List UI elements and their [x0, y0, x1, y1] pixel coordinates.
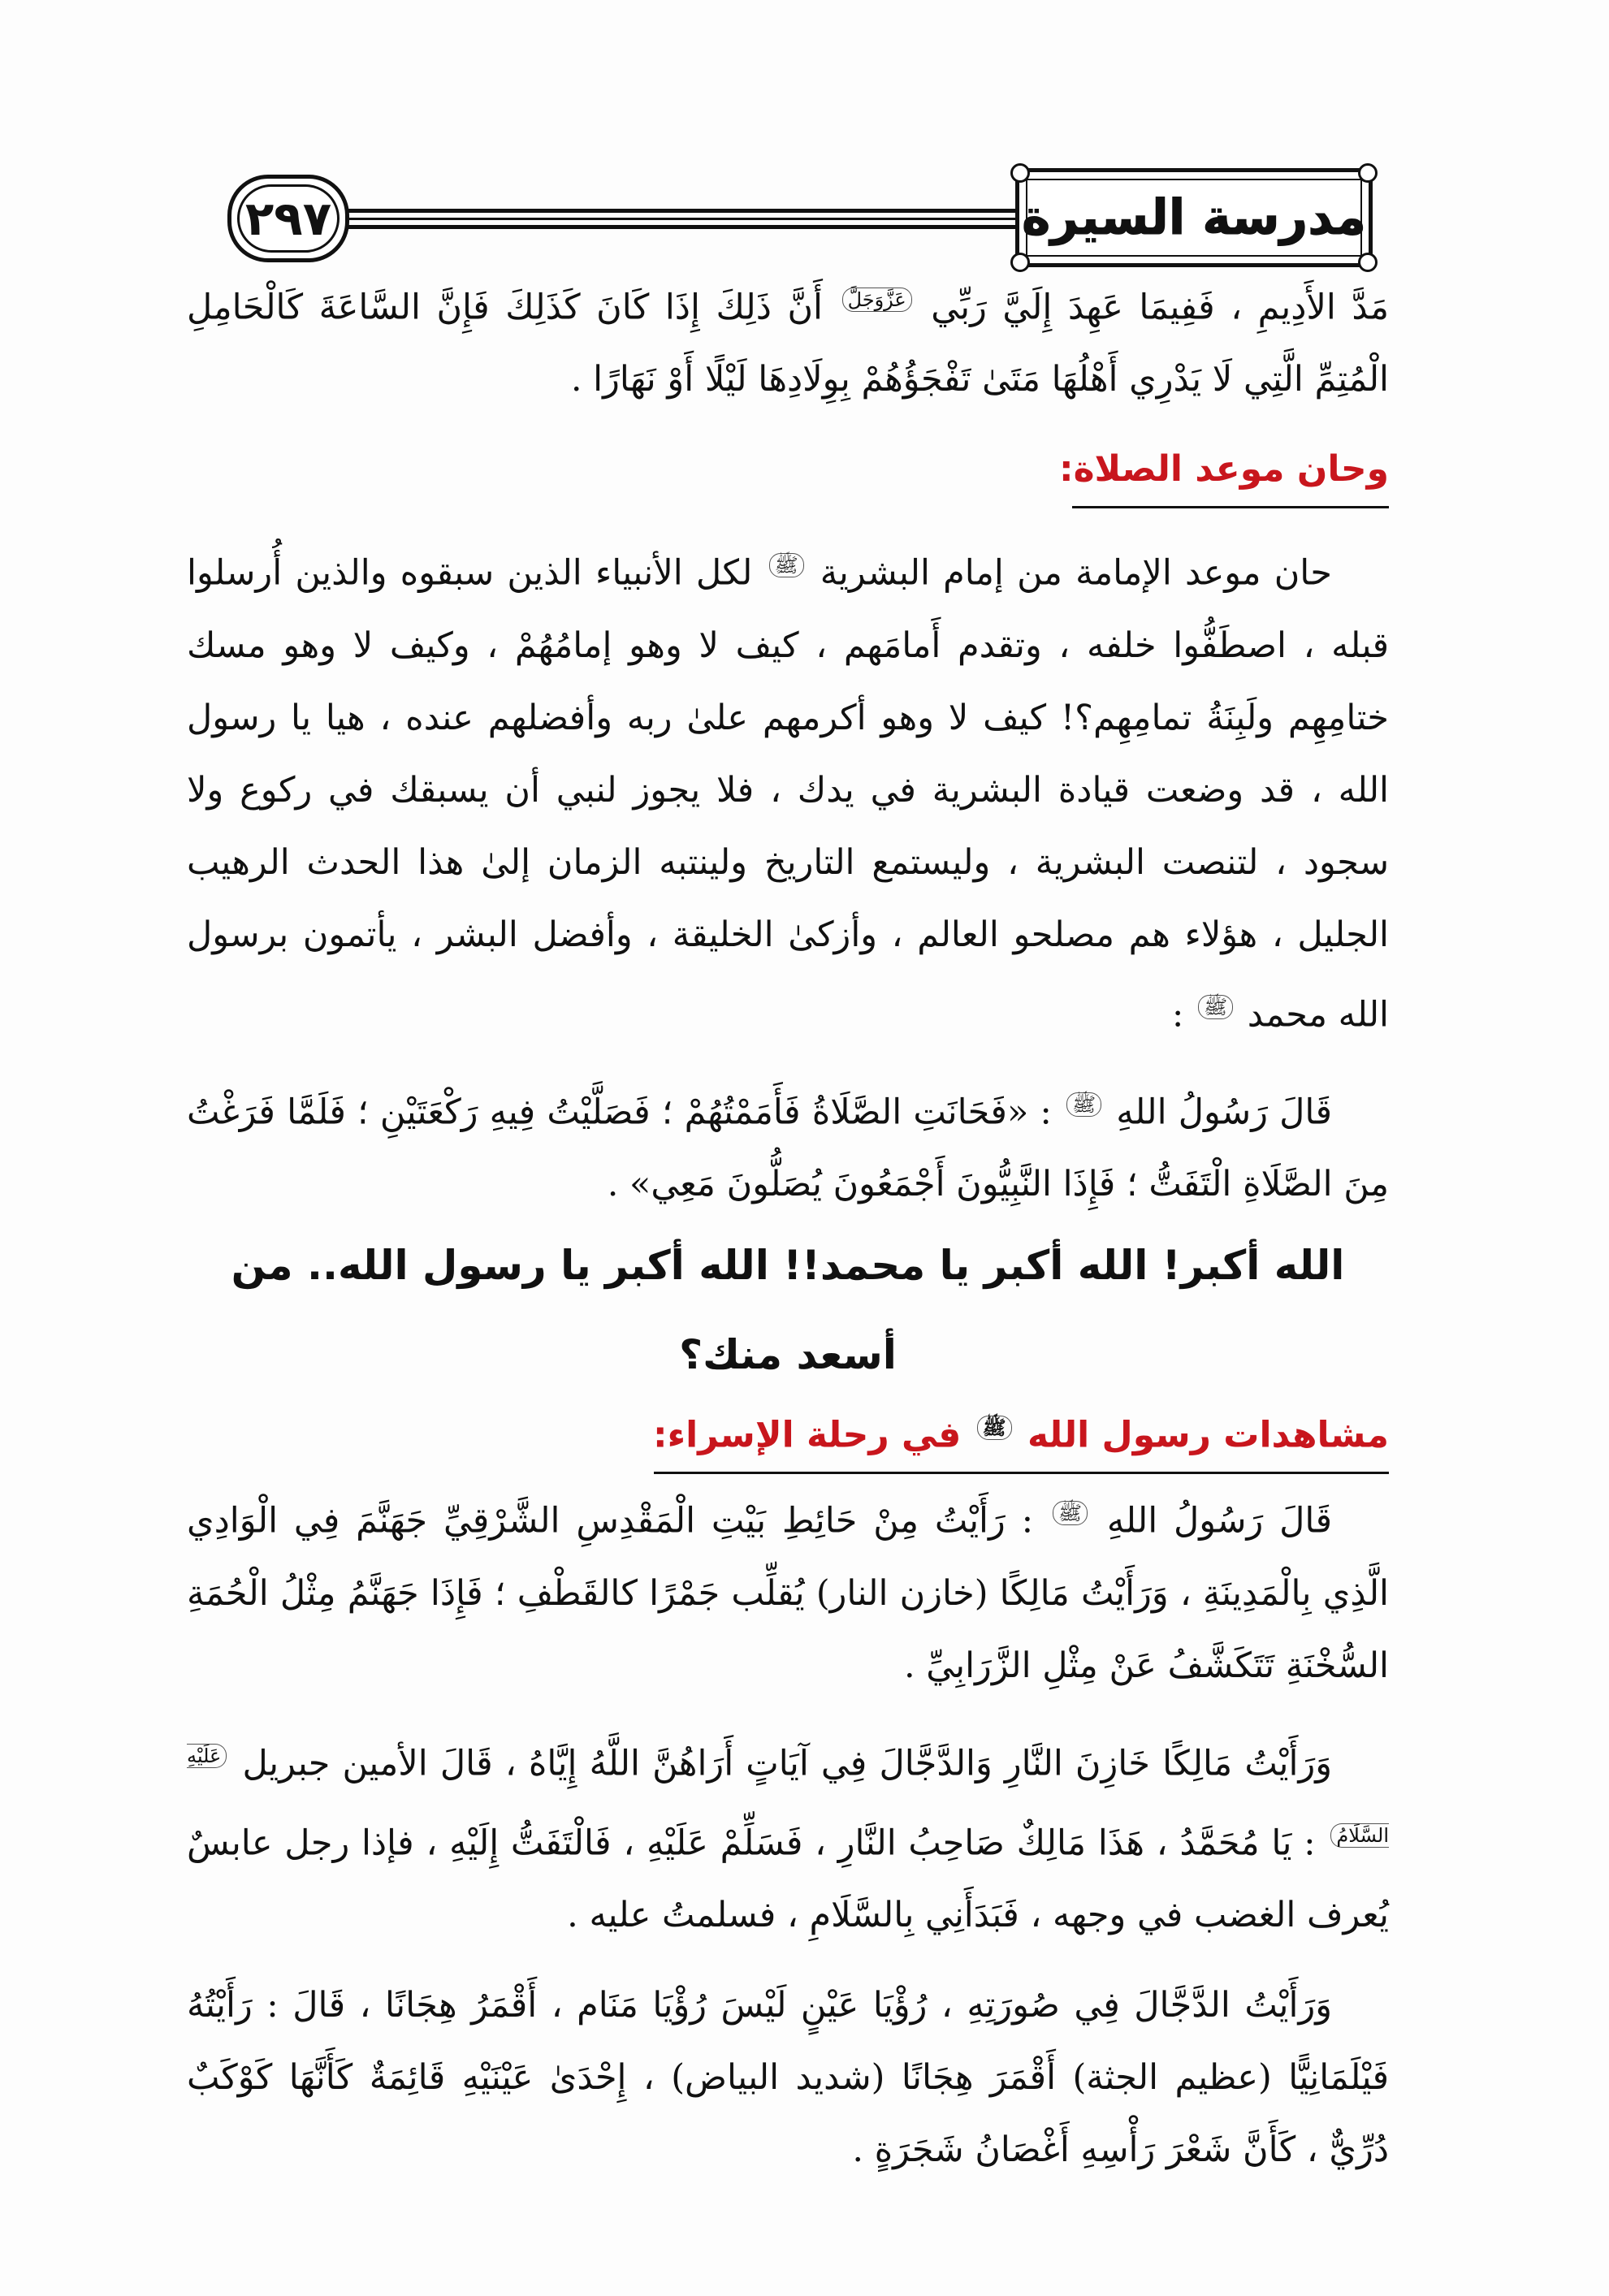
text-run: مشاهدات رسول الله — [1027, 1414, 1389, 1456]
text-run: في رحلة الإسراء: — [653, 1414, 962, 1456]
text-run: حان موعد الإمامة من إمام البشرية — [820, 552, 1332, 594]
ornament-icon — [1358, 163, 1378, 183]
saw-honorific: ﷺ — [1066, 1092, 1101, 1117]
heading-underline — [1072, 506, 1389, 508]
header-rule — [329, 218, 1027, 220]
text-run: وَرَأَيْتُ مَالِكًا خَازِنَ النَّارِ وَالدَّجَّالَ فِي آيَاتٍ أَرَاهُنَّ اللَّهُ إِيَّاهُ ، قَالَ الأمين جبريل — [242, 1742, 1332, 1784]
saw-honorific: ﷺ — [1198, 995, 1233, 1019]
text-run: : يَا مُحَمَّدُ ، هَذَا مَالِكٌ صَاحِبُ النَّارِ ، فَسَلِّمْ عَلَيْهِ ، فَالْتَفَتُّ إِلَيْهِ ، فإذا رجل عابسٌ يُعرف الغضب في وجهه ، فَبَدَأَنِي بِالسَّلَامِ ، فسلمتُ عليه . — [187, 1823, 1389, 1936]
section-heading-prayer — [187, 434, 1389, 512]
heading-underline — [654, 1472, 1389, 1474]
azza-wa-jall-honorific: عَزَّوَجَلَّ — [842, 288, 912, 312]
header-rule — [329, 209, 1027, 213]
text-run: : — [1171, 993, 1184, 1035]
heading-text: وحان موعد الصلاة: — [1058, 448, 1389, 491]
ornament-icon — [1010, 163, 1030, 183]
header-rule — [329, 225, 1027, 229]
paragraph-dajjal: وَرَأَيْتُ الدَّجَّالَ فِي صُورَتِهِ ، رُؤْيَا عَيْنٍ لَيْسَ رُؤْيَا مَنَام ، أَقْمَرُ هِجَانًا ، قَالَ : رَأَيْتُهُ فَيْلَمَانِيًّا (عظيم الجثة) أَقْمَرَ هِجَانًا (شديد البياض) ، إِحْدَىٰ عَيْنَيْهِ قَائِمَةٌ كَأَنَّهَا كَوْكَبٌ دُرِّيٌّ ، كَأَنَّ شَعْرَ رَأْسِهِ أَغْصَانُ شَجَرَةٍ . — [187, 1985, 1389, 2171]
exclamation-line: الله أكبر! الله أكبر يا محمد!! الله أكبر يا رسول الله.. من أسعد منك؟ — [231, 1242, 1345, 1379]
book-title: مدرسة السيرة — [1021, 189, 1366, 246]
text-run: مَدَّ الأَدِيمِ ، فَفِيمَا عَهِدَ إِلَيَّ رَبِّي — [931, 287, 1390, 328]
paragraph-malik — [187, 1720, 1389, 1952]
text-run: أَنَّ ذَلِكَ إِذَا كَانَ كَذَلِكَ فَإِنَّ السَّاعَةَ كَالْحَامِلِ الْمُتِمِّ الَّتِي لَا يَدْرِي أَهْلُهَا مَتَىٰ تَفْجَؤُهُمْ بِوِلَادِهَا لَيْلًا أَوْ نَهَارًا . — [187, 287, 1389, 400]
paragraph-imamate — [187, 530, 1389, 1051]
saw-honorific: ﷺ — [977, 1416, 1012, 1440]
page-body — [187, 264, 1389, 2186]
alayhi-salam-honorific: عَلَيْهِ السَّلَامُ — [187, 1744, 1389, 1847]
saw-honorific: ﷺ — [769, 553, 804, 577]
book-title-frame — [1015, 168, 1373, 267]
paragraph-hadith-prayer — [187, 1069, 1389, 1221]
text-run: قَالَ رَسُولُ اللهِ — [1106, 1500, 1332, 1541]
paragraph-hadith-jahannam — [187, 1477, 1389, 1701]
section-heading-observations — [187, 1399, 1389, 1477]
paragraph-hadith-continuation — [187, 264, 1389, 416]
page-number-badge — [227, 175, 349, 262]
heading-text — [653, 1399, 1389, 1469]
text-run: لكل الأنبياء الذين سبقوه والذين أُرسلوا قبله ، اصطَفُّوا خلفه ، وتقدم أَمامَهم ، كيف لا وهو إمامُهُمْ ، وكيف لا وهو مسك ختامِهِم ولَبِنَةُ تمامِهِم؟! كيف لا وهو أكرمهم علىٰ ربه وأفضلهم عنده ، هيا يا رسول الله ، قد وضعت قيادة البشرية في يدك ، فلا يجوز لنبي أن يسبقك في ركوع ولا سجود ، لتنصت البشرية ، وليستمع التاريخ ولينتبه الزمان إلىٰ هذا الحدث الرهيب الجليل ، هؤلاء هم مصلحو العالم ، وأزكىٰ الخليقة ، وأفضل البشر ، يأتمون برسول الله محمد — [187, 552, 1389, 1035]
text-run: : «فَحَانَتِ الصَّلَاةُ فَأَمَمْتُهُمْ ؛ فَصَلَّيْتُ فِيهِ رَكْعَتَيْنِ ؛ فَلَمَّا فَرَغْتُ مِنَ الصَّلَاةِ الْتَفَتُّ ؛ فَإِذَا النَّبِيُّونَ أَجْمَعُونَ يُصَلُّونَ مَعِي» . — [187, 1092, 1389, 1205]
header-rule-lines — [329, 209, 1027, 230]
text-run: : رَأَيْتُ مِنْ حَائِطِ بَيْتِ الْمَقْدِسِ الشَّرْقِيِّ جَهَنَّمَ فِي الْوَادِي الَّذِي بِالْمَدِينَةِ ، وَرَأَيْتُ مَالِكًا (خازن النار) يُقلِّب جَمْرًا كالقَطْفِ ؛ فَإِذَا جَهَنَّمُ مِثْلُ الْحُمَةِ السُّخْنَةِ تَتَكَشَّفُ عَنْ مِثْلِ الزَّرَابِيِّ . — [187, 1500, 1389, 1686]
page-number: ٢٩٧ — [244, 191, 332, 246]
page-header — [191, 166, 1393, 272]
saw-honorific: ﷺ — [1053, 1501, 1088, 1525]
text-run: قَالَ رَسُولُ اللهِ — [1116, 1092, 1333, 1133]
